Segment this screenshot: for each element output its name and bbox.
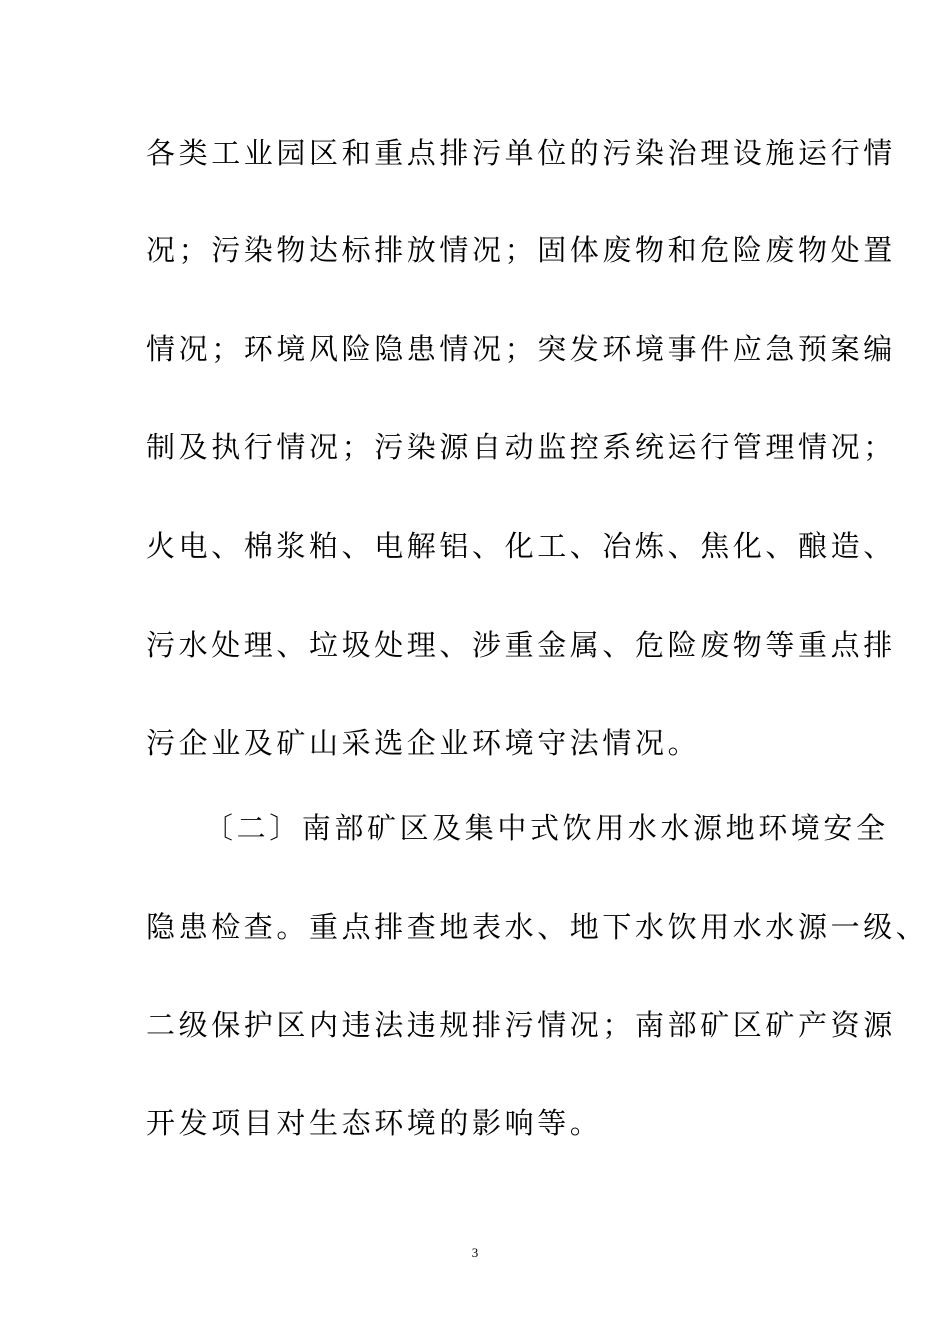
- text-line: 二级保护区内违法违规排污情况；南部矿区矿产资源: [146, 1008, 896, 1042]
- text-line: 各类工业园区和重点排污单位的污染治理设施运行情: [146, 136, 896, 170]
- page-number: 3: [471, 1245, 479, 1260]
- text-line: 开发项目对生态环境的影响等。: [146, 1106, 603, 1140]
- text-line: 火电、棉浆粕、电解铝、化工、冶炼、焦化、酿造、: [146, 529, 896, 563]
- text-line: 况；污染物达标排放情况；固体废物和危险废物处置: [146, 233, 896, 267]
- text-line: 情况；环境风险隐患情况；突发环境事件应急预案编: [146, 332, 896, 366]
- text-line: 污水处理、垃圾处理、涉重金属、危险废物等重点排: [146, 628, 896, 662]
- text-line: 隐患检查。重点排查地表水、地下水饮用水水源一级、: [146, 910, 929, 944]
- section-heading-line: 〔二〕南部矿区及集中式饮用水水源地环境安全: [204, 811, 889, 845]
- text-line: 污企业及矿山采选企业环境守法情况。: [146, 726, 701, 760]
- text-line: 制及执行情况；污染源自动监控系统运行管理情况；: [146, 430, 896, 464]
